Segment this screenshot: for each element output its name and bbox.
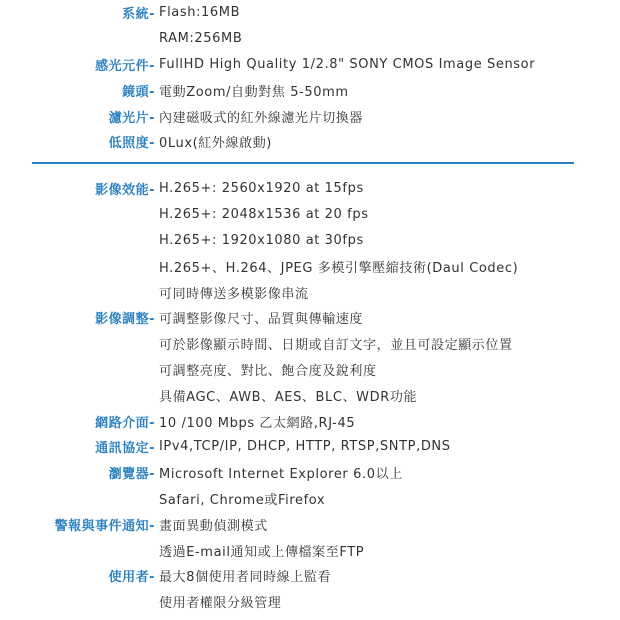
spec-row bbox=[0, 589, 620, 615]
section-divider bbox=[32, 162, 574, 164]
spec-row bbox=[0, 511, 620, 537]
spec-value: 可調整影像尺寸、品質與傳輸速度 bbox=[159, 312, 364, 328]
spec-value: Safari, Chrome或Firefox bbox=[159, 492, 326, 508]
spec-value: 使用者權限分級管理 bbox=[159, 596, 282, 612]
spec-label: 低照度- bbox=[108, 136, 155, 152]
spec-value: H.265+: 2048x1536 at 20 fps bbox=[159, 207, 369, 223]
spec-value: 內建磁吸式的紅外線濾光片切換器 bbox=[159, 110, 364, 126]
spec-row bbox=[0, 279, 620, 305]
spec-label: 警報與事件通知- bbox=[54, 518, 155, 534]
spec-value: IPv4,TCP/IP, DHCP, HTTP, RTSP,SNTP,DNS bbox=[159, 439, 451, 455]
spec-value: 具備AGC、AWB、AES、BLC、WDR功能 bbox=[159, 389, 418, 405]
spec-label: 影像調整- bbox=[95, 312, 155, 328]
spec-row bbox=[0, 331, 620, 357]
spec-label: 濾光片- bbox=[108, 110, 155, 126]
spec-value: FullHD High Quality 1/2.8" SONY CMOS Image Sensor bbox=[159, 56, 536, 72]
spec-row bbox=[0, 460, 620, 486]
spec-row bbox=[0, 434, 620, 460]
spec-row bbox=[0, 129, 620, 155]
spec-row bbox=[0, 77, 620, 103]
spec-value: 10 /100 Mbps 乙太網路,RJ-45 bbox=[159, 415, 356, 431]
spec-row bbox=[0, 52, 620, 78]
spec-list-hardware bbox=[0, 0, 620, 155]
spec-row bbox=[0, 563, 620, 589]
spec-value: 可調整亮度、對比、飽合度及銳利度 bbox=[159, 363, 377, 379]
spec-row bbox=[0, 176, 620, 202]
spec-row bbox=[0, 0, 620, 26]
spec-value: H.265+: 1920x1080 at 30fps bbox=[159, 232, 364, 248]
spec-value: 畫面異動偵測模式 bbox=[159, 518, 268, 534]
spec-row bbox=[0, 408, 620, 434]
spec-value: Microsoft Internet Explorer 6.0以上 bbox=[159, 467, 403, 483]
spec-value: 最大8個使用者同時線上監看 bbox=[159, 570, 332, 586]
spec-value: H.265+: 2560x1920 at 15fps bbox=[159, 181, 364, 197]
spec-row bbox=[0, 357, 620, 383]
spec-row bbox=[0, 305, 620, 331]
spec-row bbox=[0, 103, 620, 129]
spec-label: 鏡頭- bbox=[122, 84, 155, 100]
spec-value: 可於影像顯示時間、日期或自訂文字，並且可設定顯示位置 bbox=[159, 338, 513, 354]
spec-row bbox=[0, 202, 620, 228]
spec-label: 影像效能- bbox=[95, 183, 155, 199]
spec-list-software bbox=[0, 176, 620, 615]
spec-row bbox=[0, 537, 620, 563]
spec-value: Flash:16MB bbox=[159, 5, 241, 21]
spec-row bbox=[0, 253, 620, 279]
spec-value: 透過E-mail通知或上傳檔案至FTP bbox=[159, 544, 365, 560]
spec-label: 系統- bbox=[122, 7, 155, 23]
spec-row bbox=[0, 26, 620, 52]
spec-row bbox=[0, 382, 620, 408]
spec-value: H.265+、H.264、JPEG 多模引擎壓縮技術(Daul Codec) bbox=[159, 260, 519, 276]
spec-label: 通訊協定- bbox=[95, 441, 155, 457]
spec-row bbox=[0, 486, 620, 512]
spec-value: 電動Zoom/自動對焦 5-50mm bbox=[159, 84, 349, 100]
spec-label: 網路介面- bbox=[95, 415, 155, 431]
spec-row bbox=[0, 228, 620, 254]
spec-label: 感光元件- bbox=[95, 58, 155, 74]
spec-value: RAM:256MB bbox=[159, 31, 243, 47]
spec-value: 0Lux(紅外線啟動) bbox=[159, 136, 272, 152]
spec-label: 使用者- bbox=[108, 570, 155, 586]
spec-value: 可同時傳送多模影像串流 bbox=[159, 286, 309, 302]
spec-label: 瀏覽器- bbox=[108, 467, 155, 483]
